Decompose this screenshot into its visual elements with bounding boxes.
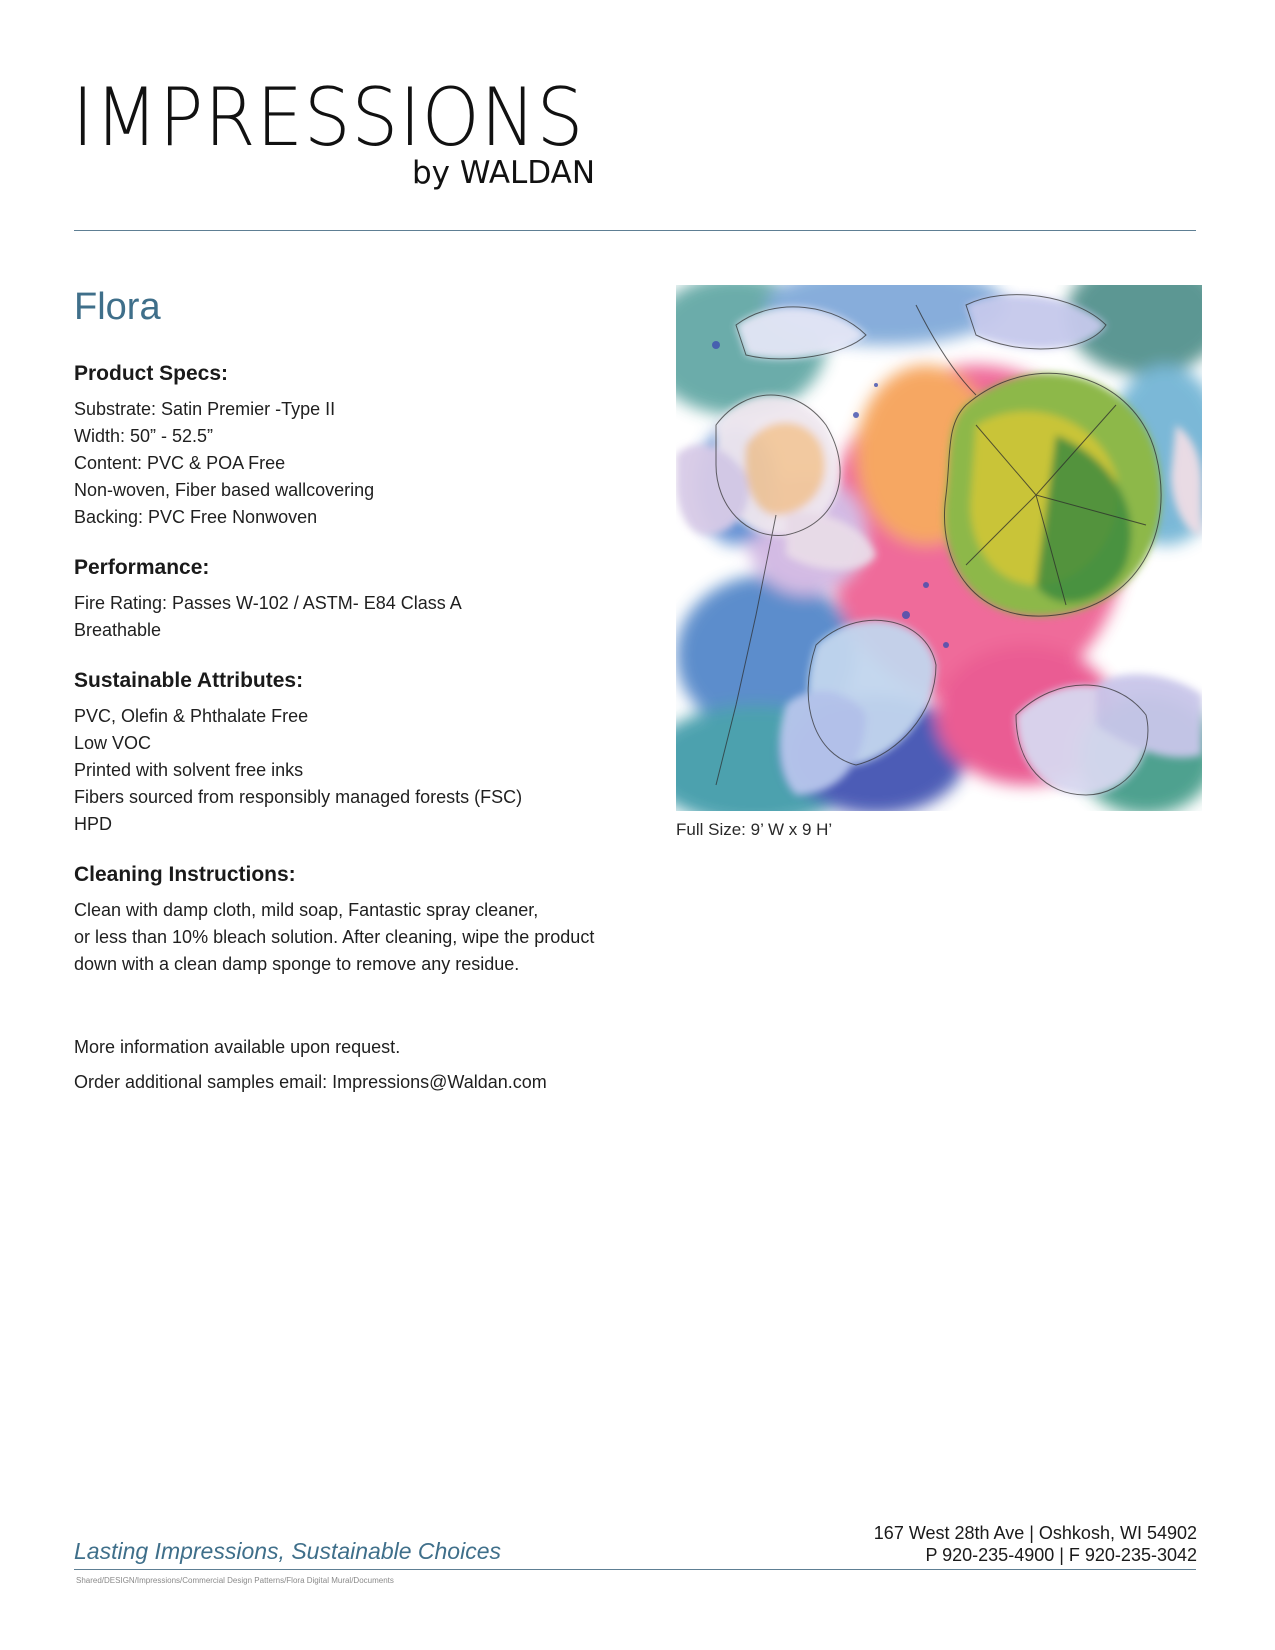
spec-line: Printed with solvent free inks xyxy=(74,760,304,781)
more-info-text: More information available upon request. xyxy=(74,1037,401,1058)
spec-line: Content: PVC & POA Free xyxy=(74,452,286,473)
header-divider xyxy=(74,230,1196,231)
section-sustainable-attributes xyxy=(74,668,674,838)
cleaning-line: Clean with damp cloth, mild soap, Fantastic spray cleaner, xyxy=(74,900,539,921)
cleaning-line: down with a clean damp sponge to remove any residue. xyxy=(74,954,520,975)
section-heading: Sustainable Attributes: xyxy=(74,668,304,692)
spec-line: PVC, Olefin & Phthalate Free xyxy=(74,706,309,727)
spec-line: Fibers sourced from responsibly managed forests (FSC) xyxy=(74,787,523,808)
cleaning-line: or less than 10% bleach solution. After cleaning, wipe the product xyxy=(74,927,595,948)
spec-line: Breathable xyxy=(74,619,162,640)
spec-line: Substrate: Satin Premier -Type II xyxy=(74,398,336,419)
spec-line: Non-woven, Fiber based wallcovering xyxy=(74,479,375,500)
section-performance xyxy=(74,555,674,644)
spec-list xyxy=(74,396,674,531)
section-heading: Product Specs: xyxy=(74,361,229,385)
section-product-specs xyxy=(74,361,674,531)
pattern-swatch-image xyxy=(676,285,1202,811)
spec-line: Fire Rating: Passes W-102 / ASTM- E84 Class A xyxy=(74,592,462,613)
section-cleaning-instructions xyxy=(74,862,674,978)
footer-address: 167 West 28th Ave | Oshkosh, WI 54902 xyxy=(873,1523,1197,1543)
footer-phone-fax: P 920-235-4900 | F 920-235-3042 xyxy=(925,1545,1197,1565)
product-details xyxy=(74,285,674,1096)
spec-list xyxy=(74,703,674,838)
spec-line: Width: 50” - 52.5” xyxy=(74,425,214,446)
cleaning-text xyxy=(74,897,674,978)
spec-line: Backing: PVC Free Nonwoven xyxy=(74,506,318,527)
brand-logo-title: IMPRESSIONS xyxy=(72,71,585,164)
spec-list xyxy=(74,590,674,644)
spec-line: Low VOC xyxy=(74,733,152,754)
product-title: Flora xyxy=(74,286,161,328)
swatch-caption: Full Size: 9’ W x 9 H’ xyxy=(676,820,833,839)
footer-divider xyxy=(74,1569,1196,1570)
spec-line: HPD xyxy=(74,814,113,835)
section-heading: Performance: xyxy=(74,555,210,579)
order-samples-text: Order additional samples email: Impressions@Waldan.com xyxy=(74,1072,547,1093)
footer-contact xyxy=(874,1522,1197,1566)
footer-file-path: Shared/DESIGN/Impressions/Commercial Design Patterns/Flora Digital Mural/Documents xyxy=(76,1576,394,1585)
section-heading: Cleaning Instructions: xyxy=(74,863,296,887)
footer-tagline: Lasting Impressions, Sustainable Choices xyxy=(74,1538,502,1564)
brand-logo-subtitle: by WALDAN xyxy=(412,155,596,191)
